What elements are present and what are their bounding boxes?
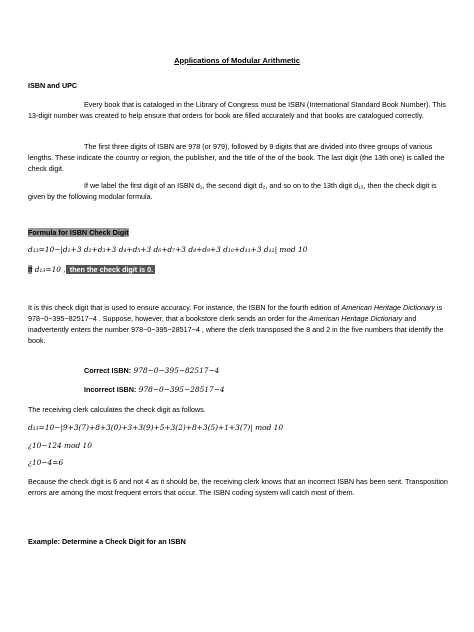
zero-rule-suffix: then the check digit is 0. [67,265,154,274]
paragraph-conclusion: Because the check digit is 6 and not 4 as it should be, the receiving clerk knows that an incorrect ISBN has been sent. Transposition errors are among the most frequent errors that occur. The ISBN coding system will catch most of them. [28,477,448,497]
check-digit-formula: d₁₃=10−|d₁+3 d₂+d₃+3 d₄+d₅+3 d₆+d₇+3 d₈+d₉+3 d₁₀+d₁₁+3 d₁₂| mod 10 [28,245,308,254]
paragraph-digits: The first three digits of ISBN are 978 (or 979), followed by 9 digits that are divided into three groups of various lengths. These indicate the country or region, the publisher, and the title of the of the book. The last digit (the 13th one) is called the check digit. [28,142,445,173]
paragraph-labels: If we label the first digit of an ISBN d₁, the second digit d₂, and so on to the 13th digit d₁₃, then the check digit is given by the following modular formula. [28,181,437,201]
zero-rule [28,264,448,275]
section-heading: ISBN and UPC [28,81,78,90]
calc-line-1: d₁₃=10−|9+3(7)+8+3(0)+3+3(9)+5+3(2)+8+3(5)+1+3(7)| mod 10 [28,423,284,432]
incorrect-isbn-line [84,385,225,394]
correct-isbn-label: Correct ISBN: [84,366,132,375]
paragraph-example-dictionary [28,302,448,346]
calc-line-2: ¿10−124 mod 10 [28,441,92,450]
page-title: Applications of Modular Arithmetic [174,56,300,65]
incorrect-isbn-value: 978−0−395−28517−4 [136,385,225,394]
book-title-2: American Heritage Dictionary [308,314,403,323]
receiving-clerk-text: The receiving clerk calculates the check digit as follows. [28,405,206,414]
correct-isbn-value: 978−0−395−82517−4 [131,366,220,375]
book-title-1: American Heritage Dictionary [341,303,435,312]
incorrect-isbn-label: Incorrect ISBN: [84,385,137,394]
text-part2: is 978−0−395−82517−4 . Suppose, however, that a bookstore clerk sends an order for the [28,303,443,323]
formula-heading-text: Formula for ISBN Check Digit [28,228,129,237]
correct-isbn-line [84,366,219,375]
text-part1: It is this check digit that is used to ensure accuracy. For instance, the ISBN for the fourth edition of [28,303,342,312]
formula-heading [28,227,448,238]
calc-line-3: ¿10−4=6 [28,458,64,467]
paragraph-intro: Every book that is cataloged in the Library of Congress must be ISBN (International Standard Book Number). This 13-digit number was created to help ensure that orders for book are filled accurately and that books are catalogued correctly. [28,100,446,120]
zero-rule-prefix: If [28,265,33,274]
text-part3: and inadvertently enters the number 978−0−395−28517−4 , where the clerk transposed the 8 and 2 in the five numbers that identify the book. [28,314,444,345]
zero-rule-math: d₁₃=10 , [32,265,66,274]
example-heading: Example: Determine a Check Digit for an ISBN [28,537,186,546]
